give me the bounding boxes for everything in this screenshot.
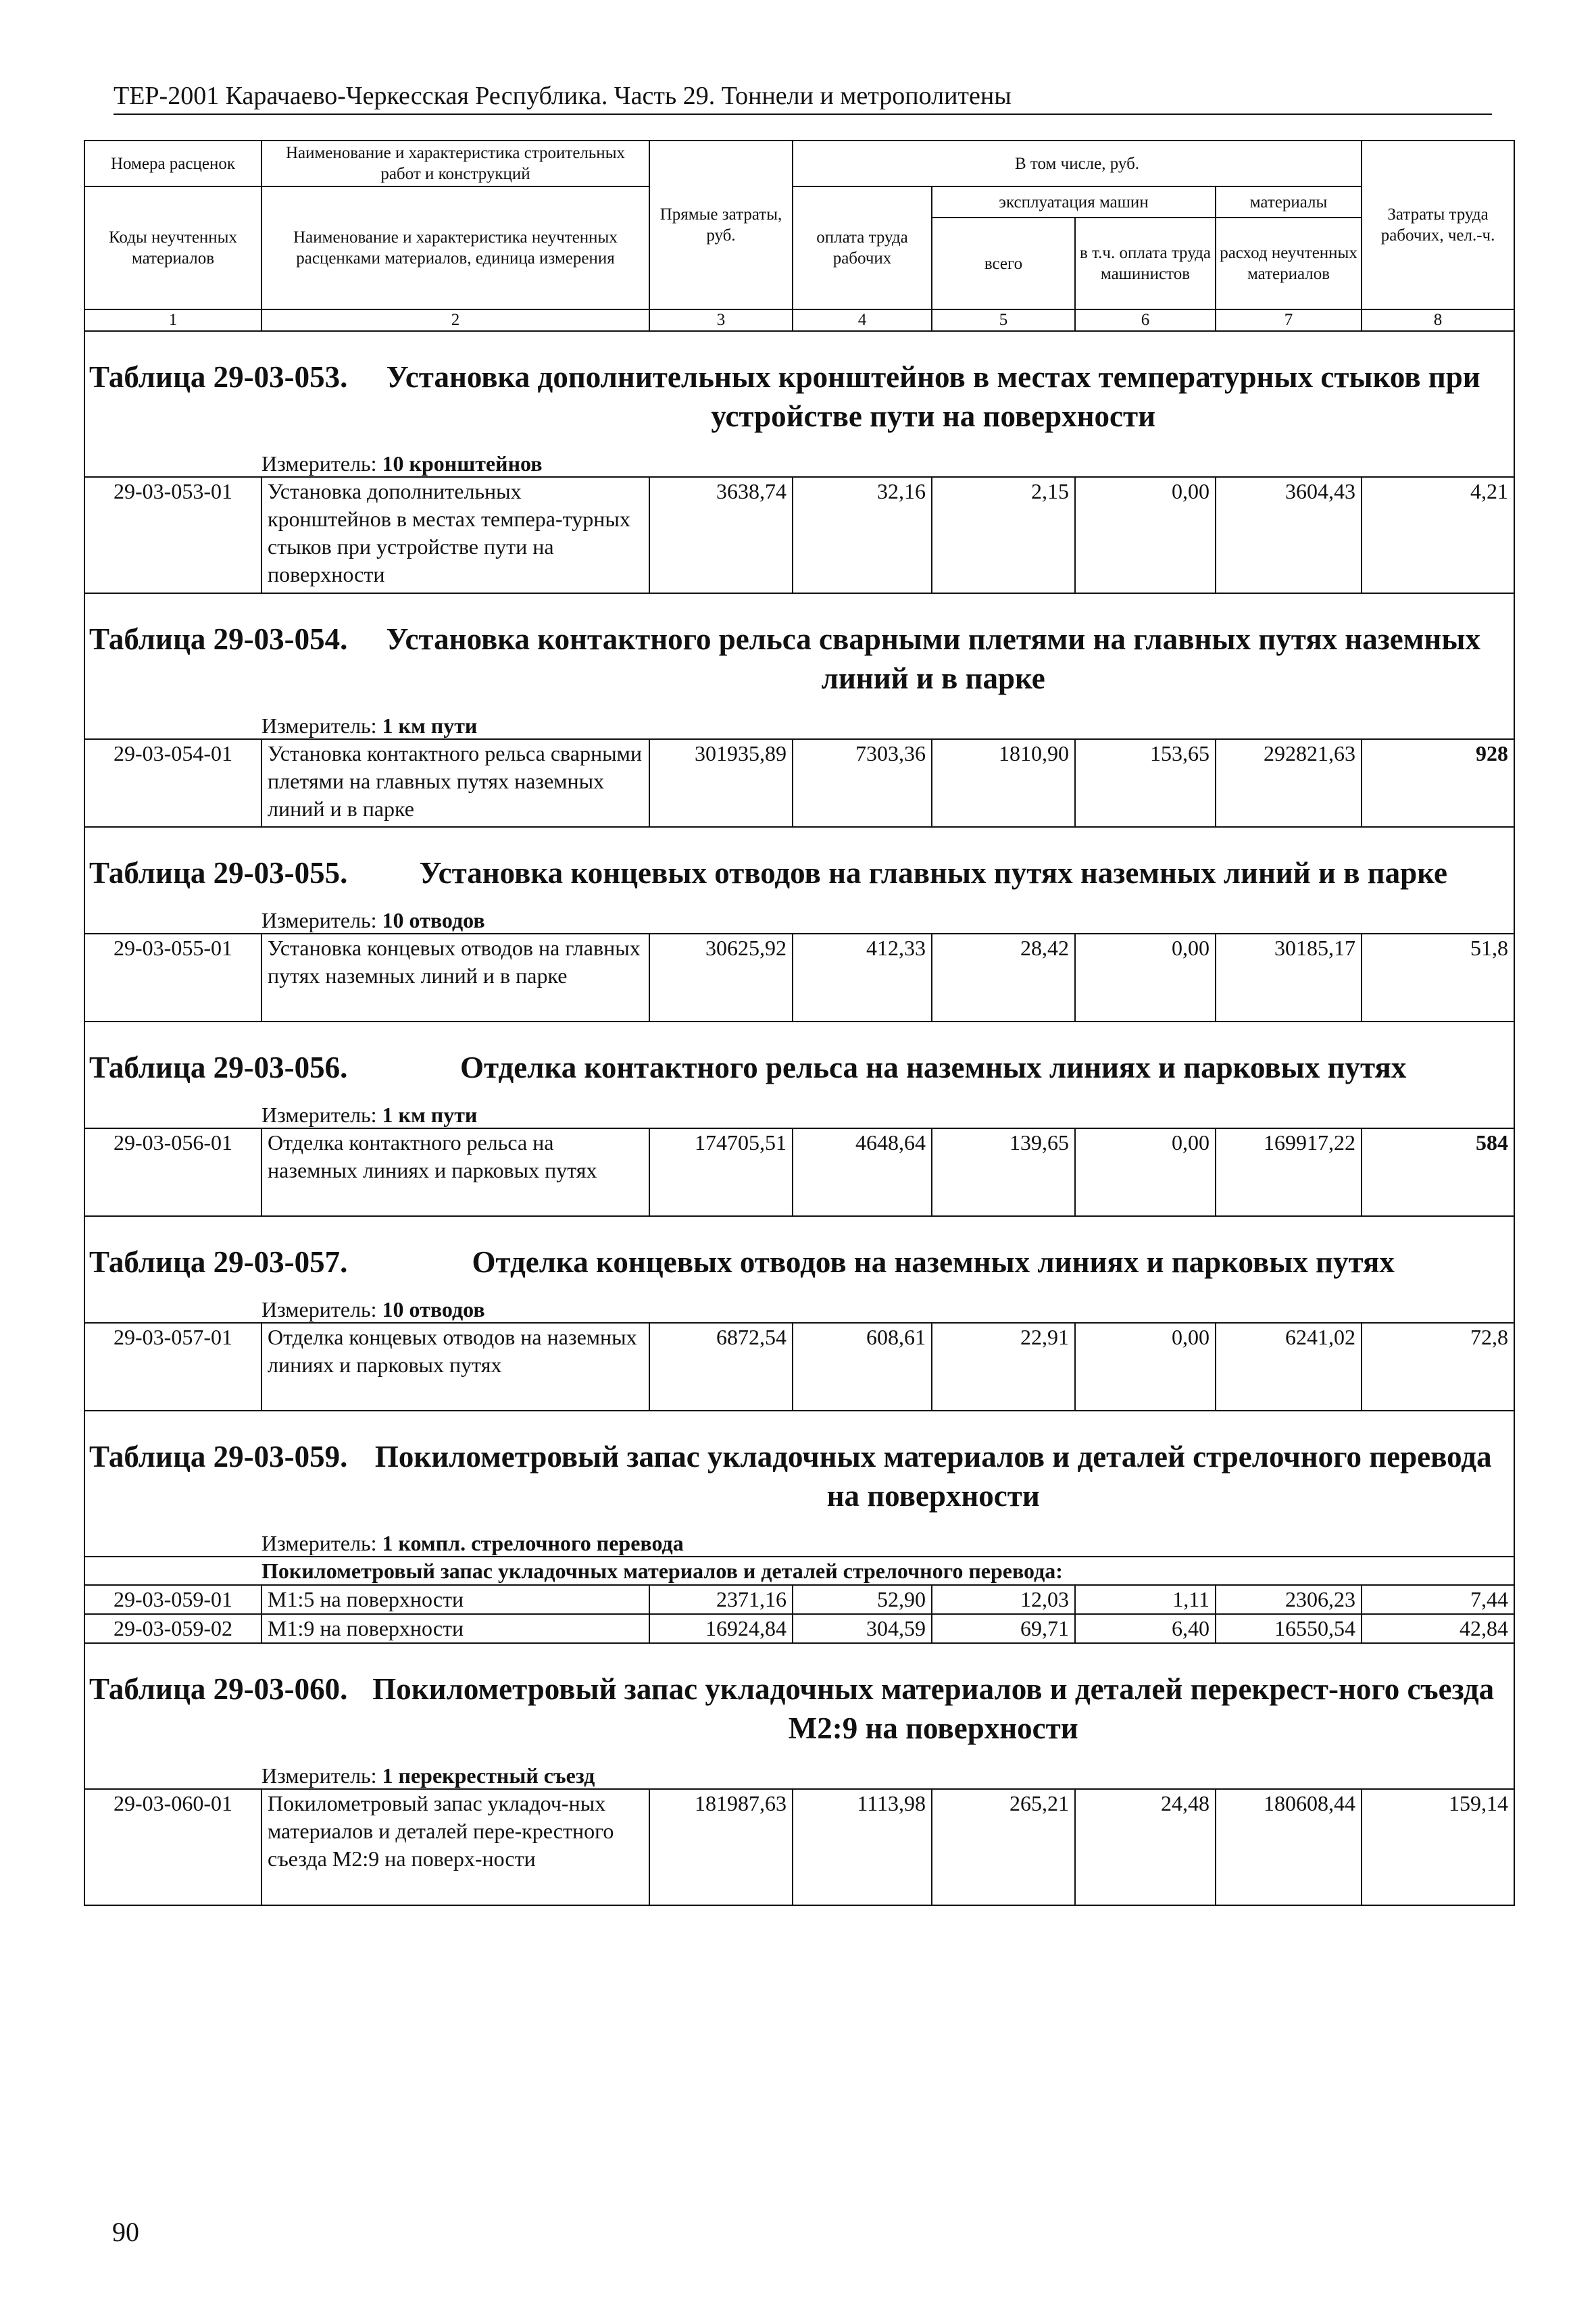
direct-cost: 16924,84 bbox=[649, 1614, 793, 1643]
head-col3: Прямые затраты, руб. bbox=[649, 141, 793, 309]
subheading-row bbox=[84, 1557, 1514, 1585]
direct-cost: 6872,54 bbox=[649, 1323, 793, 1411]
machine-cost: 2,15 bbox=[932, 477, 1075, 593]
measure-unit: 10 отводов bbox=[382, 908, 485, 932]
rate-row bbox=[84, 477, 1514, 593]
measure-spacer bbox=[84, 897, 261, 934]
table-title: Отделка контактного рельса на наземных линиях и парковых путях bbox=[460, 1051, 1407, 1084]
machinist-labor-cost: 153,65 bbox=[1075, 739, 1216, 827]
rate-row bbox=[84, 934, 1514, 1022]
machinist-labor-cost: 24,48 bbox=[1075, 1789, 1216, 1905]
table-number: Таблица 29-03-055. bbox=[89, 856, 348, 890]
machinist-labor-cost: 0,00 bbox=[1075, 934, 1216, 1022]
material-cost: 16550,54 bbox=[1216, 1614, 1362, 1643]
machine-cost: 69,71 bbox=[932, 1614, 1075, 1643]
table-title: Установка дополнительных кронштейнов в местах температурных стыков при устройстве пути на поверхности bbox=[386, 360, 1480, 433]
rate-name: Покилометровый запас укладоч-ных материалов и деталей пере-крестного съезда М2:9 на поверх-ности bbox=[261, 1789, 649, 1905]
measure-label: Измеритель: bbox=[261, 908, 377, 932]
rate-name: М1:9 на поверхности bbox=[261, 1614, 649, 1643]
column-number: 6 bbox=[1075, 309, 1216, 331]
section-bottom bbox=[84, 1905, 1514, 1906]
machine-cost: 139,65 bbox=[932, 1128, 1075, 1216]
labor-hours: 42,84 bbox=[1362, 1614, 1514, 1643]
measure-row bbox=[84, 440, 1514, 477]
labor-cost: 32,16 bbox=[793, 477, 932, 593]
measure-label: Измеритель: bbox=[261, 713, 377, 738]
measure-label: Измеритель: bbox=[261, 1531, 377, 1555]
page-number: 90 bbox=[112, 2217, 139, 2247]
section-title-row bbox=[84, 1411, 1514, 1519]
material-cost: 3604,43 bbox=[1216, 477, 1362, 593]
labor-hours: 51,8 bbox=[1362, 934, 1514, 1022]
measure-spacer bbox=[84, 440, 261, 477]
measure-unit: 1 компл. стрелочного перевода bbox=[382, 1531, 684, 1555]
head-machines: эксплуатация машин bbox=[932, 186, 1216, 218]
section-title-row bbox=[84, 331, 1514, 440]
material-cost: 180608,44 bbox=[1216, 1789, 1362, 1905]
section-title bbox=[84, 594, 1514, 702]
measure-unit: 1 перекрестный съезд bbox=[382, 1763, 595, 1788]
head-col2-top: Наименование и характеристика строительных работ и конструкций bbox=[261, 141, 649, 186]
section-title bbox=[84, 331, 1514, 440]
measure bbox=[261, 440, 1514, 477]
measure-label: Измеритель: bbox=[261, 1103, 377, 1127]
head-col6: в т.ч. оплата труда машинистов bbox=[1075, 218, 1216, 309]
table-number: Таблица 29-03-057. bbox=[89, 1245, 348, 1279]
measure bbox=[261, 1519, 1514, 1557]
table-number: Таблица 29-03-054. bbox=[89, 622, 348, 656]
head-col2-bottom: Наименование и характеристика неучтенных расценками материалов, единица измерения bbox=[261, 186, 649, 309]
section-title-row bbox=[84, 594, 1514, 702]
measure bbox=[261, 1091, 1514, 1128]
labor-cost: 52,90 bbox=[793, 1585, 932, 1614]
column-number: 3 bbox=[649, 309, 793, 331]
section-title bbox=[84, 1022, 1514, 1091]
head-col1-top: Номера расценок bbox=[84, 141, 261, 186]
measure-spacer bbox=[84, 1091, 261, 1128]
direct-cost: 30625,92 bbox=[649, 934, 793, 1022]
column-number: 5 bbox=[932, 309, 1075, 331]
section-title bbox=[84, 1411, 1514, 1519]
rate-row bbox=[84, 1323, 1514, 1411]
material-cost: 169917,22 bbox=[1216, 1128, 1362, 1216]
machine-cost: 12,03 bbox=[932, 1585, 1075, 1614]
measure-row bbox=[84, 1752, 1514, 1789]
rate-code: 29-03-060-01 bbox=[84, 1789, 261, 1905]
measure-unit: 10 кронштейнов bbox=[382, 451, 543, 476]
table-number: Таблица 29-03-053. bbox=[89, 360, 348, 394]
table-body bbox=[84, 141, 1514, 1906]
measure-spacer bbox=[84, 1286, 261, 1323]
section-title-row bbox=[84, 1217, 1514, 1286]
labor-hours: 928 bbox=[1362, 739, 1514, 827]
measure-row bbox=[84, 897, 1514, 934]
running-header: ТЕР-2001 Карачаево-Черкесская Республика. Часть 29. Тоннели и метрополитены bbox=[114, 81, 1492, 115]
machinist-labor-cost: 0,00 bbox=[1075, 1128, 1216, 1216]
measure-spacer bbox=[84, 1752, 261, 1789]
section-title-row bbox=[84, 828, 1514, 897]
rate-name: Установка концевых отводов на главных путях наземных линий и в парке bbox=[261, 934, 649, 1022]
head-group: В том числе, руб. bbox=[793, 141, 1362, 186]
head-col4: оплата труда рабочих bbox=[793, 186, 932, 309]
rate-row bbox=[84, 739, 1514, 827]
machine-cost: 265,21 bbox=[932, 1789, 1075, 1905]
table-title: Покилометровый запас укладочных материалов и деталей перекрест-ного съезда М2:9 на поверхности bbox=[372, 1672, 1495, 1745]
measure-spacer bbox=[84, 702, 261, 739]
rate-code: 29-03-053-01 bbox=[84, 477, 261, 593]
column-number: 7 bbox=[1216, 309, 1362, 331]
section-title bbox=[84, 1644, 1514, 1752]
machine-cost: 28,42 bbox=[932, 934, 1075, 1022]
section-title bbox=[84, 828, 1514, 897]
direct-cost: 174705,51 bbox=[649, 1128, 793, 1216]
rate-code: 29-03-057-01 bbox=[84, 1323, 261, 1411]
column-number: 1 bbox=[84, 309, 261, 331]
measure-unit: 1 км пути bbox=[382, 1103, 478, 1127]
column-number: 8 bbox=[1362, 309, 1514, 331]
machinist-labor-cost: 6,40 bbox=[1075, 1614, 1216, 1643]
machine-cost: 22,91 bbox=[932, 1323, 1075, 1411]
subheading: Покилометровый запас укладочных материалов и деталей стрелочного перевода: bbox=[261, 1557, 1514, 1585]
material-cost: 292821,63 bbox=[1216, 739, 1362, 827]
table-number: Таблица 29-03-060. bbox=[89, 1672, 348, 1706]
measure-row bbox=[84, 1286, 1514, 1323]
material-cost: 30185,17 bbox=[1216, 934, 1362, 1022]
material-cost: 6241,02 bbox=[1216, 1323, 1362, 1411]
measure-row bbox=[84, 702, 1514, 739]
direct-cost: 181987,63 bbox=[649, 1789, 793, 1905]
table-title: Отделка концевых отводов на наземных линиях и парковых путях bbox=[472, 1245, 1395, 1279]
rate-row bbox=[84, 1614, 1514, 1643]
direct-cost: 3638,74 bbox=[649, 477, 793, 593]
rate-row bbox=[84, 1128, 1514, 1216]
measure-label: Измеритель: bbox=[261, 1297, 377, 1322]
table-title: Установка контактного рельса сварными плетями на главных путях наземных линий и в парке bbox=[386, 622, 1480, 695]
head-row-2 bbox=[84, 186, 1514, 218]
measure bbox=[261, 1752, 1514, 1789]
labor-hours: 159,14 bbox=[1362, 1789, 1514, 1905]
rate-name: М1:5 на поверхности bbox=[261, 1585, 649, 1614]
measure bbox=[261, 1286, 1514, 1323]
direct-cost: 301935,89 bbox=[649, 739, 793, 827]
measure-row bbox=[84, 1091, 1514, 1128]
head-col1-bottom: Коды неучтенных материалов bbox=[84, 186, 261, 309]
head-materials: материалы bbox=[1216, 186, 1362, 218]
machinist-labor-cost: 1,11 bbox=[1075, 1585, 1216, 1614]
table-number: Таблица 29-03-059. bbox=[89, 1440, 348, 1474]
section-title-row bbox=[84, 1022, 1514, 1091]
labor-hours: 7,44 bbox=[1362, 1585, 1514, 1614]
labor-cost: 7303,36 bbox=[793, 739, 932, 827]
direct-cost: 2371,16 bbox=[649, 1585, 793, 1614]
rate-code: 29-03-059-02 bbox=[84, 1614, 261, 1643]
measure-label: Измеритель: bbox=[261, 1763, 377, 1788]
section-title-row bbox=[84, 1644, 1514, 1752]
labor-cost: 304,59 bbox=[793, 1614, 932, 1643]
rate-name: Отделка концевых отводов на наземных линиях и парковых путях bbox=[261, 1323, 649, 1411]
rate-name: Установка дополнительных кронштейнов в местах темпера-турных стыков при устройстве пути на поверхности bbox=[261, 477, 649, 593]
measure bbox=[261, 897, 1514, 934]
rate-name: Установка контактного рельса сварными плетями на главных путях наземных линий и в парке bbox=[261, 739, 649, 827]
rate-code: 29-03-055-01 bbox=[84, 934, 261, 1022]
rate-code: 29-03-054-01 bbox=[84, 739, 261, 827]
measure-unit: 10 отводов bbox=[382, 1297, 485, 1322]
table-title: Покилометровый запас укладочных материалов и деталей стрелочного перевода на поверхности bbox=[374, 1440, 1492, 1513]
head-col7: расход неучтенных материалов bbox=[1216, 218, 1362, 309]
section-title bbox=[84, 1217, 1514, 1286]
column-numbers-row bbox=[84, 309, 1514, 331]
labor-cost: 412,33 bbox=[793, 934, 932, 1022]
measure-row bbox=[84, 1519, 1514, 1557]
rates-table bbox=[84, 140, 1515, 1906]
labor-cost: 1113,98 bbox=[793, 1789, 932, 1905]
rate-name: Отделка контактного рельса на наземных линиях и парковых путях bbox=[261, 1128, 649, 1216]
rate-row bbox=[84, 1789, 1514, 1905]
material-cost: 2306,23 bbox=[1216, 1585, 1362, 1614]
rate-row bbox=[84, 1585, 1514, 1614]
labor-hours: 4,21 bbox=[1362, 477, 1514, 593]
column-number: 4 bbox=[793, 309, 932, 331]
machine-cost: 1810,90 bbox=[932, 739, 1075, 827]
column-number: 2 bbox=[261, 309, 649, 331]
measure-spacer bbox=[84, 1519, 261, 1557]
head-row-1 bbox=[84, 141, 1514, 186]
subheading-spacer bbox=[84, 1557, 261, 1585]
table-title: Установка концевых отводов на главных путях наземных линий и в парке bbox=[419, 856, 1447, 890]
rate-code: 29-03-059-01 bbox=[84, 1585, 261, 1614]
measure bbox=[261, 702, 1514, 739]
labor-cost: 4648,64 bbox=[793, 1128, 932, 1216]
section-bottom-rule bbox=[84, 1905, 1514, 1906]
rate-code: 29-03-056-01 bbox=[84, 1128, 261, 1216]
machinist-labor-cost: 0,00 bbox=[1075, 477, 1216, 593]
labor-cost: 608,61 bbox=[793, 1323, 932, 1411]
machinist-labor-cost: 0,00 bbox=[1075, 1323, 1216, 1411]
measure-label: Измеритель: bbox=[261, 451, 377, 476]
head-col5: всего bbox=[932, 218, 1075, 309]
table-number: Таблица 29-03-056. bbox=[89, 1051, 348, 1084]
head-col8: Затраты труда рабочих, чел.-ч. bbox=[1362, 141, 1514, 309]
labor-hours: 584 bbox=[1362, 1128, 1514, 1216]
labor-hours: 72,8 bbox=[1362, 1323, 1514, 1411]
measure-unit: 1 км пути bbox=[382, 713, 478, 738]
